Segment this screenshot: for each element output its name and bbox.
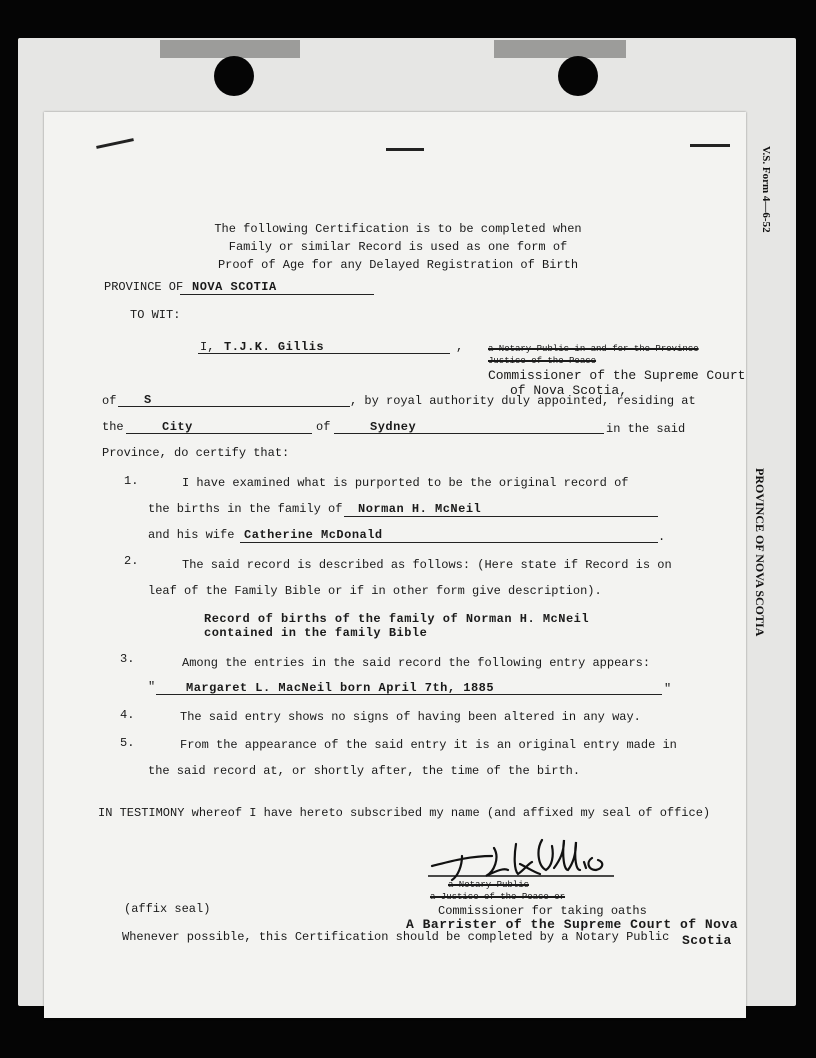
struck-justice: a Justice of the Peace or bbox=[430, 892, 566, 902]
province-underline bbox=[180, 294, 374, 295]
declarant-comma: , bbox=[456, 340, 464, 354]
item-1-line-1: I have examined what is purported to be the original record of bbox=[182, 476, 629, 490]
struck-title-justice: Justice of the Peace bbox=[488, 356, 597, 366]
residence-name-underline bbox=[334, 433, 604, 434]
residence-place-type: City bbox=[162, 420, 193, 434]
residence-suffix: in the said bbox=[606, 422, 686, 436]
declarant-name: T.J.K. Gillis bbox=[224, 340, 325, 354]
appointed-text: , by royal authority duly appointed, residing at bbox=[350, 394, 696, 408]
footer-note: Whenever possible, this Certification should be completed by a Notary Public bbox=[122, 930, 670, 944]
affix-seal: (affix seal) bbox=[124, 902, 211, 916]
item-1-line-2: the births in the family of bbox=[148, 502, 343, 516]
to-wit: TO WIT: bbox=[130, 308, 181, 322]
residence-the: the bbox=[102, 420, 124, 434]
family-name: Norman H. McNeil bbox=[358, 502, 482, 516]
struck-title-notary: a Notary Public in and for the Province bbox=[488, 344, 699, 354]
item-4-text: The said entry shows no signs of having been altered in any way. bbox=[180, 710, 641, 724]
of-underline bbox=[118, 406, 350, 407]
header-line-1: The following Certification is to be completed when bbox=[214, 222, 582, 236]
commissioner-oaths: Commissioner for taking oaths bbox=[438, 904, 647, 918]
certify-text: Province, do certify that: bbox=[102, 446, 290, 460]
tape-strip-right bbox=[494, 40, 626, 58]
entry-open-quote: " bbox=[148, 680, 156, 694]
item-5-line-2: the said record at, or shortly after, the time of the birth. bbox=[148, 764, 581, 778]
item-2-line-1: The said record is described as follows: (Here state if Record is on bbox=[182, 558, 672, 572]
of-label: of bbox=[102, 394, 117, 408]
item-1-line-3: and his wife bbox=[148, 528, 235, 542]
province-side-label: PROVINCE OF NOVA SCOTIA bbox=[753, 468, 767, 637]
province-value: NOVA SCOTIA bbox=[192, 280, 277, 294]
item-1-number: 1. bbox=[124, 474, 139, 488]
birth-entry: Margaret L. MacNeil born April 7th, 1885 bbox=[186, 681, 495, 695]
struck-notary: a Notary Public bbox=[448, 880, 530, 890]
item-4-number: 4. bbox=[120, 708, 135, 722]
certification-form bbox=[44, 112, 746, 1018]
residence-place-name: Sydney bbox=[370, 420, 417, 434]
guide-mark-left bbox=[96, 138, 134, 149]
province-label: PROVINCE OF bbox=[104, 280, 184, 294]
record-description-1: Record of births of the family of Norman H. McNeil bbox=[204, 612, 590, 626]
birth-entry-underline bbox=[156, 694, 662, 695]
wife-name: Catherine McDonald bbox=[244, 528, 383, 542]
form-number: V.S. Form 4—6-52 bbox=[760, 146, 772, 233]
item-3-line-1: Among the entries in the said record the following entry appears: bbox=[182, 656, 651, 670]
declarant-underline bbox=[198, 353, 450, 354]
barrister-line-1: A Barrister of the Supreme Court of Nova bbox=[406, 917, 739, 932]
item-2-number: 2. bbox=[124, 554, 139, 568]
residence-of: of bbox=[316, 420, 331, 434]
barrister-line-2: Scotia bbox=[682, 933, 732, 948]
guide-mark-center bbox=[386, 148, 424, 151]
of-value: S bbox=[144, 393, 152, 407]
residence-type-underline bbox=[126, 433, 312, 434]
header-line-3: Proof of Age for any Delayed Registration of Birth bbox=[217, 258, 579, 272]
item-2-line-2: leaf of the Family Bible or if in other form give description). bbox=[148, 584, 602, 598]
commissioner-title-1: Commissioner of the Supreme Court bbox=[488, 368, 746, 383]
commissioner-title-2: of Nova Scotia, bbox=[510, 383, 628, 398]
family-underline bbox=[344, 516, 658, 517]
testimony-text: IN TESTIMONY whereof I have hereto subscribed my name (and affixed my seal of office) bbox=[98, 806, 711, 820]
wife-underline bbox=[240, 542, 658, 543]
signature bbox=[428, 826, 628, 886]
header-line-2: Family or similar Record is used as one form of bbox=[228, 240, 568, 254]
entry-close-quote: " bbox=[664, 682, 672, 696]
handwritten-signature bbox=[428, 826, 628, 886]
item-3-number: 3. bbox=[120, 652, 135, 666]
item-5-number: 5. bbox=[120, 736, 135, 750]
guide-mark-right bbox=[690, 144, 730, 147]
item-5-line-1: From the appearance of the said entry it is an original entry made in bbox=[180, 738, 677, 752]
punch-hole-left bbox=[214, 56, 254, 96]
record-description-2: contained in the family Bible bbox=[204, 626, 428, 640]
declarant-prefix: I, bbox=[200, 340, 215, 354]
item-1-period: . bbox=[658, 530, 666, 544]
punch-hole-right bbox=[558, 56, 598, 96]
